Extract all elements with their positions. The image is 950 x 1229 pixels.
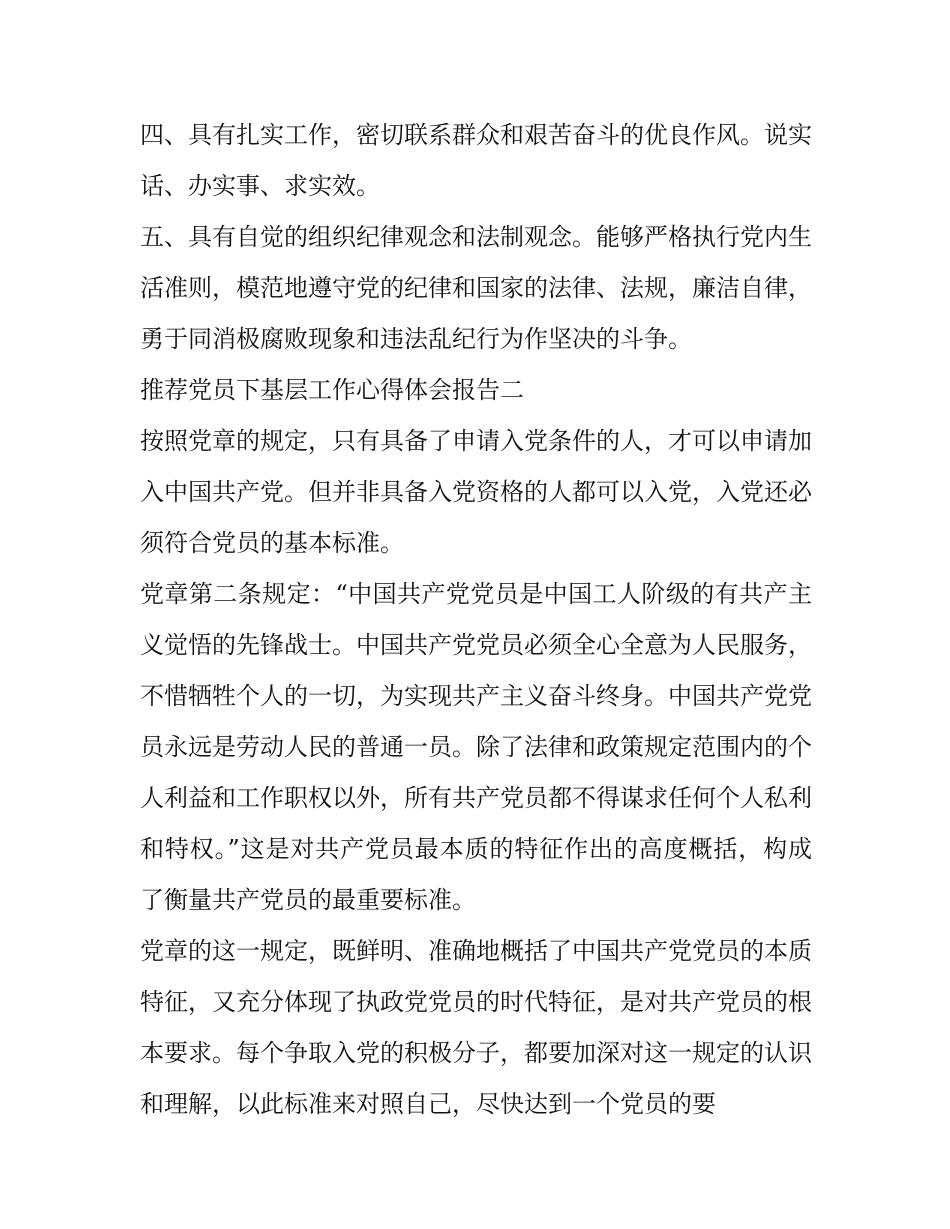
- paragraph-item-5: 五、具有自觉的组织纪律观念和法制观念。能够严格执行党内生活准则，模范地遵守党的纪律和国家的法律、法规，廉洁自律，勇于同消极腐败现象和违法乱纪行为作坚决的斗争。: [140, 223, 812, 353]
- paragraph-article-two: 党章第二条规定：“中国共产党党员是中国工人阶级的有共产主义觉悟的先锋战士。中国共产党党员必须全心全意为人民服务，不惜牺牲个人的一切，为实现共产主义奋斗终身。中国共产党党员永远是劳动人民的普通一员。除了法律和政策规定范围内的个人利益和工作职权以外，所有共产党员都不得谋求任何个人私利和特权。”这是对共产党员最本质的特征作出的高度概括，构成了衡量共产党员的最重要标准。: [140, 580, 812, 914]
- section-heading: 推荐党员下基层工作心得体会报告二: [140, 376, 524, 404]
- paragraph-party-constitution-rule: 按照党章的规定，只有具备了申请入党条件的人，才可以申请加入中国共产党。但并非具备入党资格的人都可以入党，入党还必须符合党员的基本标准。: [140, 427, 812, 557]
- paragraph-item-4: 四、具有扎实工作，密切联系群众和艰苦奋斗的优良作风。说实话、办实事、求实效。: [140, 121, 812, 200]
- document-page: [140, 110, 812, 1130]
- paragraph-requirement: 党章的这一规定，既鲜明、准确地概括了中国共产党党员的本质特征，又充分体现了执政党党员的时代特征，是对共产党员的根本要求。每个争取入党的积极分子，都要加深对这一规定的认识和理解，以此标准来对照自己，尽快达到一个党员的要: [140, 937, 812, 1118]
